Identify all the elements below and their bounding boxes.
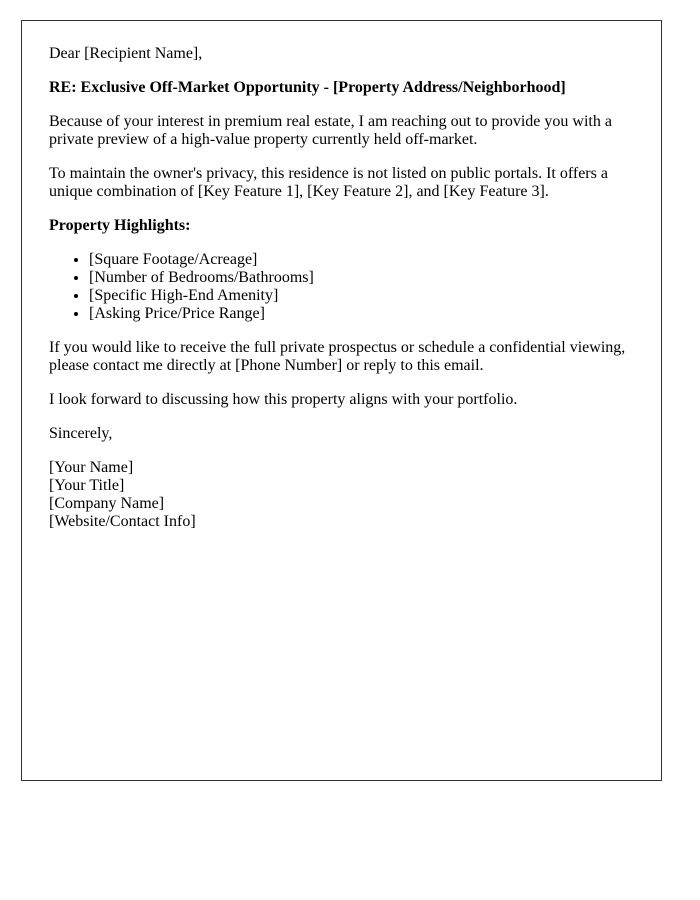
intro-paragraph: Because of your interest in premium real estate, I am reaching out to provide you with a private preview of a high-value property currently held off-market.	[49, 113, 612, 148]
highlights-list	[49, 251, 634, 323]
closing-paragraph: I look forward to discussing how this property aligns with your portfolio.	[49, 391, 518, 408]
signoff: Sincerely,	[49, 425, 113, 442]
signature-line-name: [Your Name]	[49, 459, 134, 476]
subject-line: RE: Exclusive Off-Market Opportunity - [Property Address/Neighborhood]	[49, 79, 566, 96]
highlights-heading: Property Highlights:	[49, 217, 191, 234]
signature-line-company: [Company Name]	[49, 495, 165, 512]
signature-line-contact: [Website/Contact Info]	[49, 513, 196, 530]
cta-paragraph: If you would like to receive the full private prospectus or schedule a confidential viewing, please contact me directly at [Phone Number] or reply to this email.	[49, 339, 626, 374]
signature-block	[49, 459, 634, 531]
highlight-item: • [Square Footage/Acreage]	[89, 251, 634, 269]
salutation: Dear [Recipient Name],	[49, 45, 203, 62]
letter-page	[21, 20, 662, 781]
highlight-item: • [Specific High-End Amenity]	[89, 287, 634, 305]
highlight-item: • [Number of Bedrooms/Bathrooms]	[89, 269, 634, 287]
signature-line-title: [Your Title]	[49, 477, 125, 494]
highlight-item: • [Asking Price/Price Range]	[89, 305, 634, 323]
privacy-paragraph: To maintain the owner's privacy, this residence is not listed on public portals. It offers a unique combination of [Key Feature 1], [Key Feature 2], and [Key Feature 3].	[49, 165, 608, 200]
